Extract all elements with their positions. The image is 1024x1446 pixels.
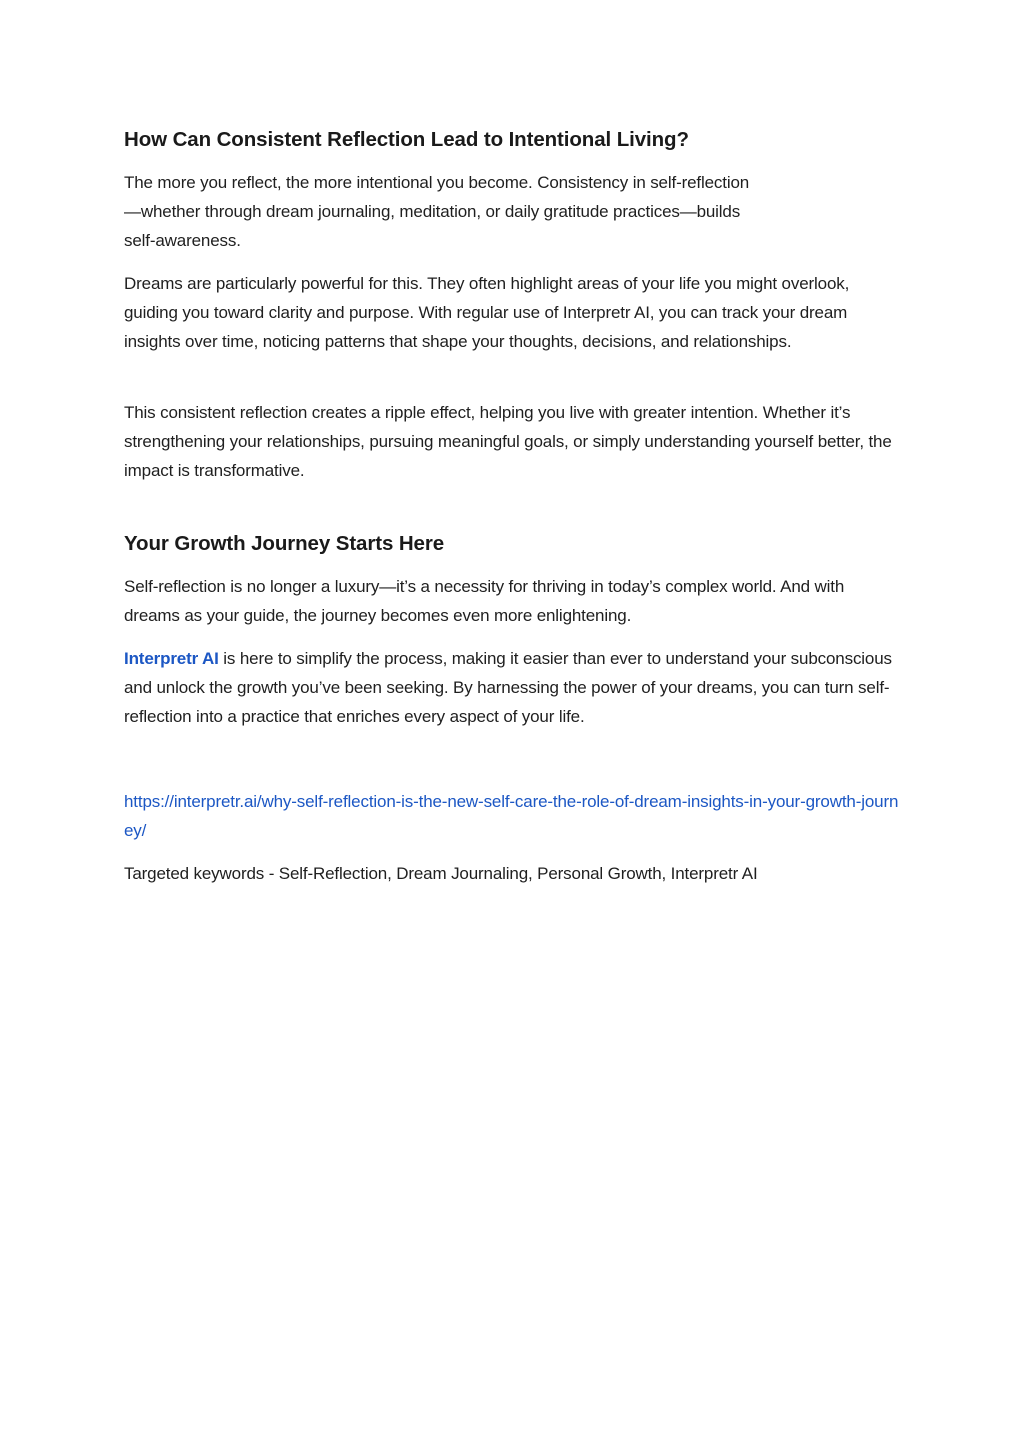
interpretr-ai-link[interactable]: Interpretr AI [124,649,219,668]
section-heading-growth-journey: Your Growth Journey Starts Here [124,532,445,555]
section-heading-intentional-living: How Can Consistent Reflection Lead to Intentional Living? [124,128,689,151]
interpretr-ai-paragraph-text: is here to simplify the process, making it easier than ever to understand your subconscious and unlock the growth you’ve been seeking. By harnessing the power of your dreams, you can turn self-reflection into a practice that enriches every aspect of your life. [124,649,892,726]
source-url-link[interactable]: https://interpretr.ai/why-self-reflection-is-the-new-self-care-the-role-of-dream-insights-in-your-growth-journey/ [124,792,899,840]
paragraph-self-reflection-necessity: Self-reflection is no longer a luxury—it’s a necessity for thriving in today’s complex world. And with dreams as your guide, the journey becomes even more enlightening. [124,577,845,625]
paragraph-consistency: The more you reflect, the more intentional you become. Consistency in self-reflection—whether through dream journaling, meditation, or daily gratitude practices—builds self-awareness. [124,173,750,250]
paragraph-ripple-effect: This consistent reflection creates a ripple effect, helping you live with greater intention. Whether it’s strengthening your relationships, pursuing meaningful goals, or simply understanding yourself better, the impact is transformative. [124,403,892,480]
paragraph-interpretr-ai [124,644,904,731]
paragraph-dreams-powerful: Dreams are particularly powerful for this. They often highlight areas of your life you might overlook, guiding you toward clarity and purpose. With regular use of Interpretr AI, you can track your dream insights over time, noticing patterns that shape your thoughts, decisions, and relationships. [124,274,850,351]
targeted-keywords-line: Targeted keywords - Self-Reflection, Dream Journaling, Personal Growth, Interpretr AI [124,864,758,883]
